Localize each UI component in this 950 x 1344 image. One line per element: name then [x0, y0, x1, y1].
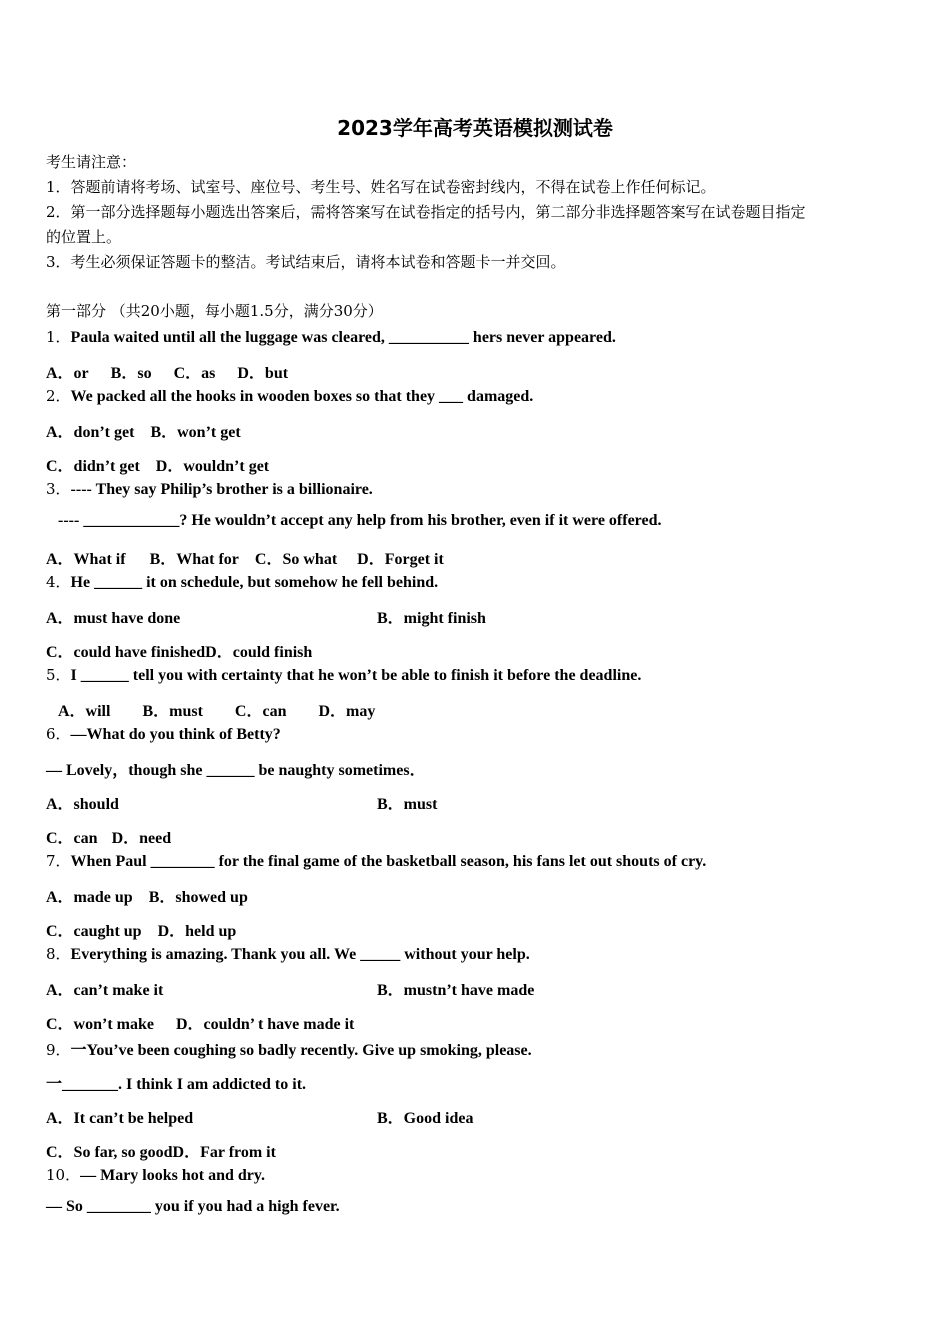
question-stem: We packed all the hooks in wooden boxes so that they ___ damaged. — [70, 388, 534, 405]
question-1 — [46, 326, 616, 347]
option-b[interactable]: B．showed up — [148, 889, 248, 906]
question-number: 2． — [46, 387, 71, 405]
option-b[interactable]: B．What for — [149, 551, 239, 568]
question-number: 9． — [46, 1041, 71, 1059]
option-a[interactable]: A．made up — [46, 889, 133, 906]
question-9-options-row-2 — [46, 1139, 276, 1162]
question-number: 4． — [46, 573, 71, 591]
question-stem: —What do you think of Betty? — [70, 726, 281, 743]
question-stem: When Paul ________ for the final game of the basketball season, his fans let out shouts of cry. — [70, 853, 707, 870]
question-number: 1． — [46, 328, 71, 346]
option-a[interactable]: A．must have done — [46, 610, 181, 627]
question-7-options-row-1 — [46, 884, 248, 907]
question-number: 8． — [46, 945, 71, 963]
option-d[interactable]: D．wouldn’t get — [155, 458, 270, 475]
option-d[interactable]: D．but — [237, 365, 289, 382]
option-b[interactable]: B．must — [142, 703, 203, 720]
question-9-reply: 一_______. I think I am addicted to it. — [46, 1076, 307, 1093]
question-stem: ---- They say Philip’s brother is a billionaire. — [70, 481, 373, 498]
question-5-options — [58, 698, 375, 721]
section-heading: 第一部分 （共20小题，每小题1.5分，满分30分） — [46, 302, 383, 320]
question-2-options-row-2 — [46, 453, 269, 476]
option-c[interactable]: C．So what — [254, 551, 338, 568]
page-title: 2023学年高考英语模拟测试卷 — [337, 116, 613, 140]
question-number: 3． — [46, 480, 71, 498]
question-3-reply: ---- ____________? He wouldn’t accept any help from his brother, even if it were offered. — [58, 512, 662, 529]
notice-item-1: 1．答题前请将考场、试室号、座位号、考生号、姓名写在试卷密封线内，不得在试卷上作任何标记。 — [46, 178, 716, 196]
option-d[interactable]: D．may — [318, 703, 376, 720]
question-stem: Paula waited until all the luggage was cleared, __________ hers never appeared. — [70, 329, 616, 346]
question-10 — [46, 1164, 265, 1185]
question-stem: He ______ it on schedule, but somehow he fell behind. — [70, 574, 439, 591]
question-number: 6． — [46, 725, 71, 743]
option-b[interactable]: B．Good idea — [377, 1110, 474, 1127]
question-number: 10． — [46, 1166, 81, 1184]
question-2 — [46, 385, 533, 406]
question-stem: — Mary looks hot and dry. — [80, 1167, 266, 1184]
option-d[interactable]: D．could finish — [205, 644, 313, 661]
question-7-options-row-2 — [46, 918, 236, 941]
notice-item-2-line-1: 2．第一部分选择题每小题选出答案后，需将答案写在试卷指定的括号内，第二部分非选择题答案写在试卷题目指定 — [46, 203, 806, 221]
question-number: 5． — [46, 666, 71, 684]
option-a[interactable]: A．don’t get — [46, 424, 135, 441]
question-1-options — [46, 360, 288, 383]
option-c[interactable]: C．can — [46, 830, 98, 847]
option-d[interactable]: D．need — [111, 830, 172, 847]
option-c[interactable]: C．caught up — [46, 923, 142, 940]
option-a[interactable]: A．or — [46, 365, 89, 382]
option-b[interactable]: B．might finish — [377, 610, 486, 627]
question-stem: 一You’ve been coughing so badly recently. Give up smoking, please. — [70, 1042, 532, 1059]
option-b[interactable]: B．so — [110, 365, 152, 382]
question-6-reply: — Lovely，though she ______ be naughty sometimes． — [46, 762, 426, 779]
question-8-options-row-2 — [46, 1011, 354, 1034]
question-9 — [46, 1037, 532, 1060]
notice-heading: 考生请注意： — [46, 153, 137, 171]
question-2-options-row-1 — [46, 419, 241, 442]
option-b[interactable]: B．must — [377, 796, 438, 813]
option-d[interactable]: D．held up — [157, 923, 237, 940]
question-4-options-row-2 — [46, 639, 312, 662]
option-d[interactable]: D．couldn’ t have made it — [176, 1016, 355, 1033]
question-3 — [46, 478, 373, 499]
question-4 — [46, 571, 438, 592]
option-d[interactable]: D．Far from it — [172, 1144, 276, 1161]
option-a[interactable]: A．It can’t be helped — [46, 1110, 194, 1127]
question-5 — [46, 664, 641, 685]
notice-item-3: 3．考生必须保证答题卡的整洁。考试结束后，请将本试卷和答题卡一并交回。 — [46, 253, 566, 271]
question-3-options — [46, 546, 444, 569]
option-c[interactable]: C．could have finished — [46, 644, 206, 661]
option-d[interactable]: D．Forget it — [357, 551, 444, 568]
question-number: 7． — [46, 852, 71, 870]
question-8 — [46, 943, 530, 964]
option-c[interactable]: C．as — [173, 365, 216, 382]
question-6-options-row-2 — [46, 825, 171, 848]
option-a[interactable]: A．should — [46, 796, 119, 813]
question-stem: I ______ tell you with certainty that he won’t be able to finish it before the deadline. — [70, 667, 642, 684]
option-b[interactable]: B．mustn’t have made — [377, 982, 535, 999]
option-a[interactable]: A．will — [58, 703, 111, 720]
option-c[interactable]: C．So far, so good — [46, 1144, 173, 1161]
option-a[interactable]: A．can’t make it — [46, 982, 164, 999]
option-a[interactable]: A．What if — [46, 551, 126, 568]
question-10-reply: — So ________ you if you had a high fever. — [46, 1198, 340, 1215]
question-stem: Everything is amazing. Thank you all. We _____ without your help. — [70, 946, 530, 963]
option-b[interactable]: B．won’t get — [150, 424, 241, 441]
option-c[interactable]: C．won’t make — [46, 1016, 154, 1033]
option-c[interactable]: C．can — [234, 703, 287, 720]
notice-item-2-line-2: 的位置上。 — [46, 228, 122, 246]
question-7 — [46, 850, 706, 871]
option-c[interactable]: C．didn’t get — [46, 458, 140, 475]
question-6 — [46, 723, 281, 744]
